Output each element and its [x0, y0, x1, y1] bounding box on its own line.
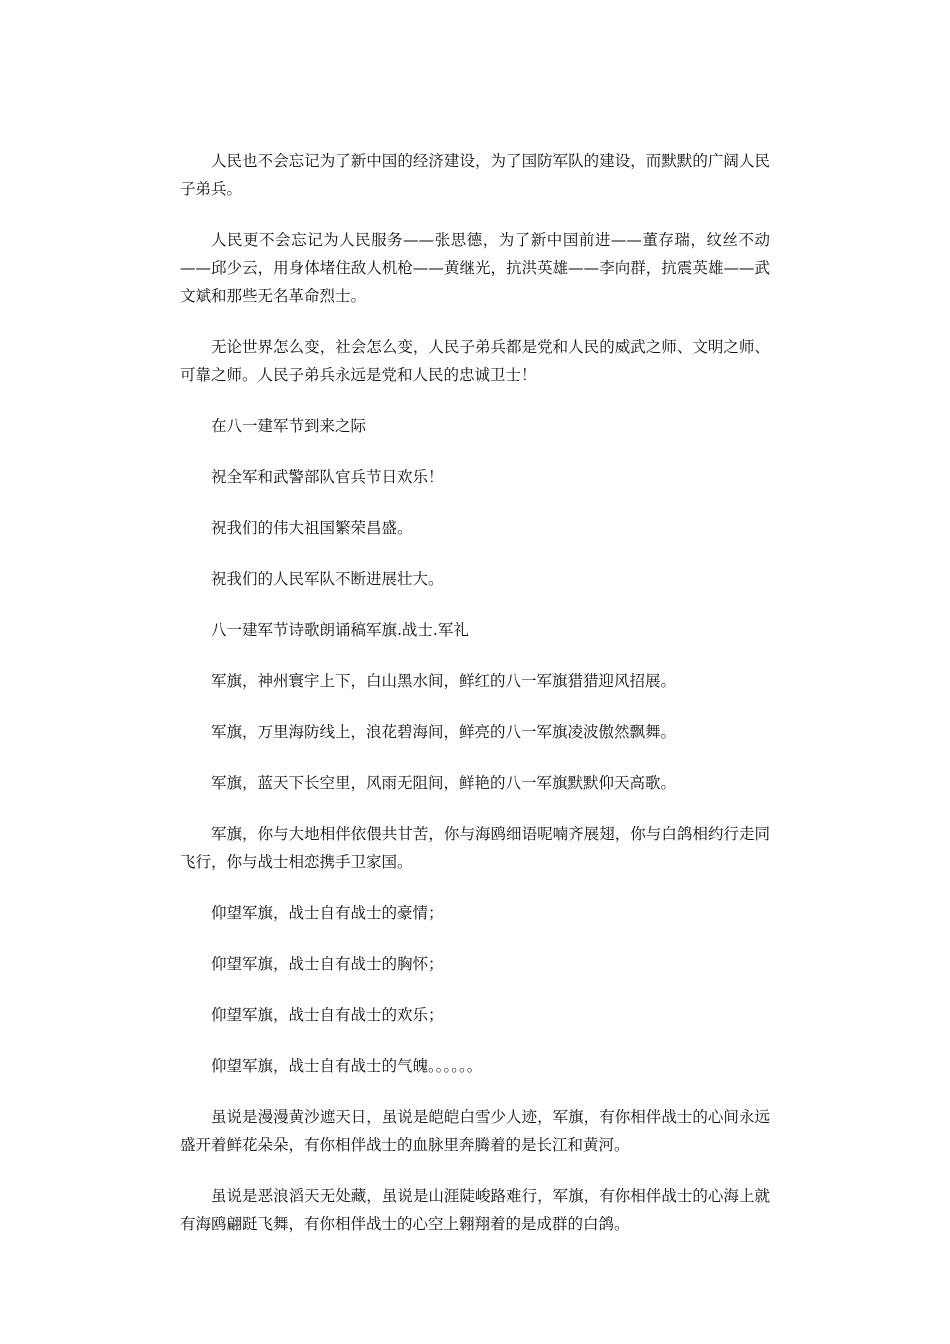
paragraph-3: 无论世界怎么变，社会怎么变，人民子弟兵都是党和人民的威武之师、文明之师、可靠之师。人民子弟兵永远是党和人民的忠诚卫士！ — [180, 338, 770, 384]
paragraph-9: 军旗，神州寰宇上下，白山黑水间，鲜红的八一军旗猎猎迎风招展。 — [211, 672, 677, 690]
paragraph-5: 祝全军和武警部队官兵节日欢乐！ — [211, 468, 444, 486]
paragraph-12: 军旗，你与大地相伴依偎共甘苦，你与海鸥细语呢喃齐展翅，你与白鸽相约行走同飞行，你与战士相恋携手卫家国。 — [180, 825, 770, 871]
paragraph-11: 军旗，蓝天下长空里，风雨无阻间，鲜艳的八一军旗默默仰天高歌。 — [211, 774, 677, 792]
paragraph-2: 人民更不会忘记为人民服务——张思德，为了新中国前进——董存瑞，纹丝不动——邱少云，用身体堵住敌人机枪——黄继光，抗洪英雄——李向群，抗震英雄——武文斌和那些无名革命烈士。 — [180, 231, 770, 305]
paragraph-6: 祝我们的伟大祖国繁荣昌盛。 — [211, 519, 413, 537]
paragraph-15: 仰望军旗，战士自有战士的欢乐； — [211, 1006, 444, 1024]
document-body — [180, 147, 770, 1261]
paragraph-16: 仰望军旗，战士自有战士的气魄。。。。。。 — [211, 1057, 483, 1075]
paragraph-10: 军旗，万里海防线上，浪花碧海间，鲜亮的八一军旗凌波傲然飘舞。 — [211, 723, 677, 741]
paragraph-4: 在八一建军节到来之际 — [211, 417, 367, 435]
paragraph-7: 祝我们的人民军队不断进展壮大。 — [211, 570, 444, 588]
paragraph-18: 虽说是恶浪滔天无处藏，虽说是山涯陡峻路难行，军旗，有你相伴战士的心海上就有海鸥翩跹飞舞，有你相伴战士的心空上翱翔着的是成群的白鸽。 — [180, 1187, 770, 1233]
paragraph-13: 仰望军旗，战士自有战士的豪情； — [211, 904, 444, 922]
paragraph-17: 虽说是漫漫黄沙遮天日，虽说是皑皑白雪少人迹，军旗，有你相伴战士的心间永远盛开着鲜花朵朵，有你相伴战士的血脉里奔腾着的是长江和黄河。 — [180, 1108, 770, 1154]
poem-title: 八一建军节诗歌朗诵稿军旗.战士.军礼 — [211, 621, 469, 639]
paragraph-1: 人民也不会忘记为了新中国的经济建设，为了国防军队的建设，而默默的广阔人民子弟兵。 — [180, 152, 770, 198]
paragraph-14: 仰望军旗，战士自有战士的胸怀； — [211, 955, 444, 973]
